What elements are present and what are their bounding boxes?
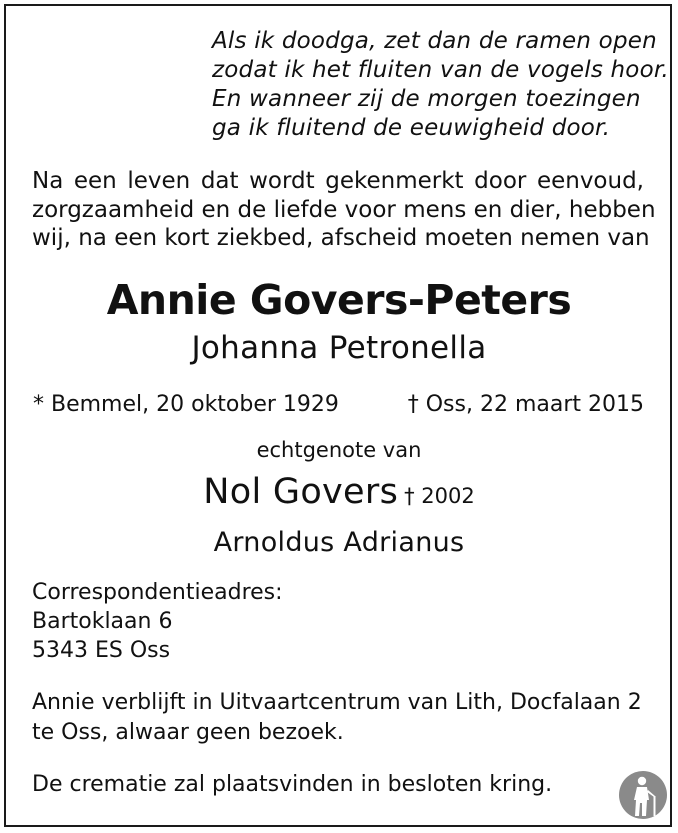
poem-line: Als ik doodga, zet dan de ramen open: [212, 28, 657, 54]
intro-text: [32, 167, 656, 253]
intro-line: wij, na een kort ziekbed, afscheid moeten nemen van: [32, 225, 650, 251]
intro-line: Na een leven dat wordt gekenmerkt door eenvoud,: [32, 168, 644, 194]
poem-line: ga ik fluitend de eeuwigheid door.: [212, 115, 611, 141]
correspondence-address: [32, 578, 283, 665]
spouse-line: [0, 472, 678, 512]
poem: [212, 27, 669, 143]
note-line: Annie verblijft in Uitvaartcentrum van Lith, Docfalaan 2: [32, 690, 642, 715]
relation-label: echtgenote van: [256, 438, 422, 462]
poem-line: zodat ik het fluiten van de vogels hoor.: [212, 57, 669, 83]
spouse-death-year: † 2002: [404, 484, 475, 508]
person-silhouette-icon: [618, 770, 668, 820]
deceased-given-names: Johanna Petronella: [191, 330, 487, 366]
address-label: Correspondentieadres:: [32, 580, 283, 605]
poem-line: En wanneer zij de morgen toezingen: [212, 86, 641, 112]
cremation-note: De crematie zal plaatsvinden in besloten kring.: [32, 772, 553, 797]
death-info: † Oss, 22 maart 2015: [407, 392, 644, 417]
intro-line: zorgzaamheid en de liefde voor mens en dier, hebben: [32, 196, 656, 223]
address-city: 5343 ES Oss: [32, 638, 171, 663]
spouse-given-names: Arnoldus Adrianus: [213, 527, 465, 558]
note-line: te Oss, alwaar geen bezoek.: [32, 720, 344, 745]
birth-info: * Bemmel, 20 oktober 1929: [33, 392, 339, 417]
visitation-note: [32, 688, 644, 748]
address-street: Bartoklaan 6: [32, 609, 173, 634]
deceased-name: Annie Govers-Peters: [106, 276, 572, 324]
spouse-name: Nol Govers: [203, 472, 399, 512]
